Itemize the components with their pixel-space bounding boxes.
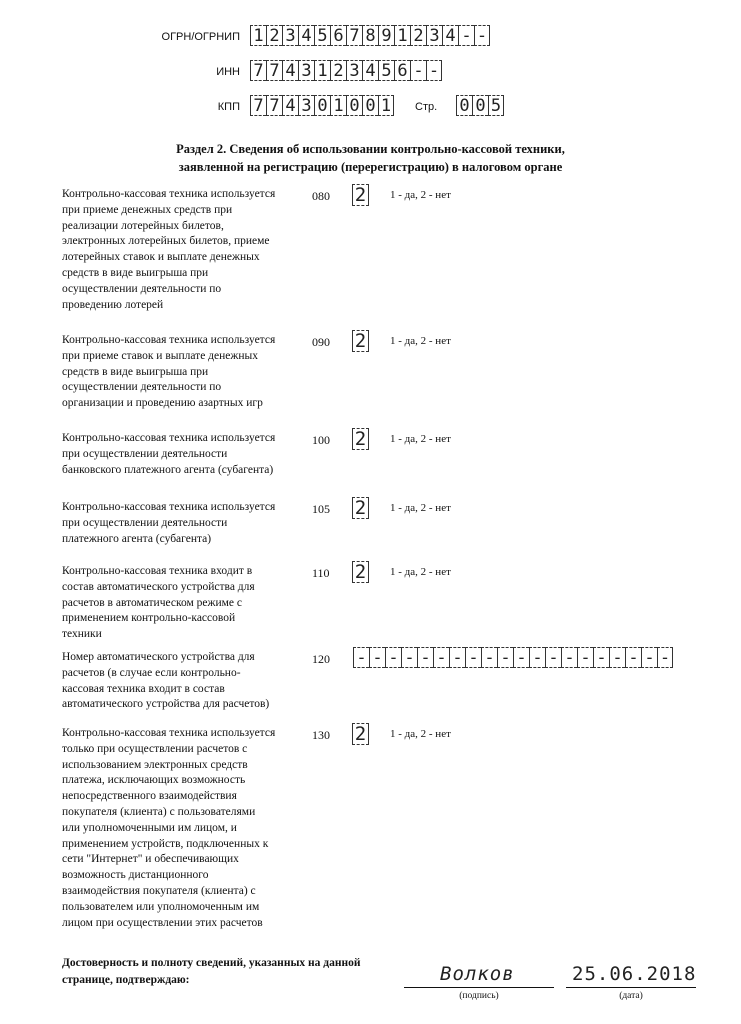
device-number-cell[interactable]: - [641, 647, 657, 668]
inn-cell[interactable]: 7 [250, 60, 266, 81]
kpp-cell[interactable]: 7 [266, 95, 282, 116]
question-text-line: при осуществлении деятельности [62, 516, 228, 529]
device-number-cell[interactable]: - [561, 647, 577, 668]
question-text-line: или уполномоченными им лицом, и [62, 821, 237, 834]
ogrn-cell[interactable]: 9 [378, 25, 394, 46]
question-text-line: расчетов в автоматическом режиме с [62, 596, 242, 609]
question-text-line: автоматического устройства для расчетов) [62, 698, 270, 711]
ogrn-cell[interactable]: 4 [442, 25, 458, 46]
device-number-cell[interactable]: - [385, 647, 401, 668]
kpp-cell[interactable]: 1 [378, 95, 394, 116]
question-text-line: возможность дистанционного [62, 869, 209, 882]
page-label: Стр. [415, 101, 438, 113]
question-text-line: при приеме ставок и выплате денежных [62, 349, 258, 362]
ogrn-cell[interactable]: 1 [250, 25, 266, 46]
device-number-cell[interactable]: - [433, 647, 449, 668]
kpp-cell[interactable]: 3 [298, 95, 314, 116]
inn-cell[interactable]: - [410, 60, 426, 81]
answer-hint: 1 - да, 2 - нет [390, 189, 451, 201]
question-text-line: Контрольно-кассовая техника используется [62, 501, 276, 513]
device-number-cell[interactable]: - [529, 647, 545, 668]
question-text-line: средств в виде выигрыша при [62, 266, 209, 279]
answer-hint: 1 - да, 2 - нет [390, 566, 451, 578]
answer-cell[interactable]: 2 [352, 330, 369, 352]
device-number-cell[interactable]: - [593, 647, 609, 668]
kpp-cell[interactable]: 0 [362, 95, 378, 116]
confirmation-text [62, 955, 382, 989]
inn-cell[interactable]: - [426, 60, 442, 81]
line-code: 120 [312, 652, 330, 666]
question-text-line: техники [62, 628, 102, 641]
inn-cell[interactable]: 4 [362, 60, 378, 81]
device-number-cell[interactable]: - [545, 647, 561, 668]
device-number-cell[interactable]: - [401, 647, 417, 668]
question-text-line: организации и проведению азартных игр [62, 397, 263, 410]
question-text [62, 431, 292, 478]
kpp-cell[interactable]: 0 [346, 95, 362, 116]
inn-cell[interactable]: 2 [330, 60, 346, 81]
kpp-cell[interactable]: 4 [282, 95, 298, 116]
question-text-line: сети "Интернет" и обеспечивающих [62, 853, 239, 866]
answer-field[interactable] [352, 723, 369, 745]
question-text-line: платежного агента (субагента) [62, 532, 212, 545]
question-text-line: состав автоматического устройства для [62, 580, 255, 593]
device-number-cell[interactable]: - [513, 647, 529, 668]
answer-field[interactable] [352, 497, 369, 519]
ogrn-cell[interactable]: 5 [314, 25, 330, 46]
question-text [62, 187, 292, 313]
device-number-cell[interactable]: - [449, 647, 465, 668]
page-cell[interactable]: 5 [488, 95, 504, 116]
question-text-line: проведению лотерей [62, 298, 164, 311]
confirmation-line2: странице, подтверждаю: [62, 974, 190, 986]
question-text-line: кассовая техника входит в состав [62, 682, 225, 695]
question-text [62, 564, 292, 643]
device-number-cell[interactable]: - [481, 647, 497, 668]
ogrn-cell[interactable]: 8 [362, 25, 378, 46]
answer-hint: 1 - да, 2 - нет [390, 502, 451, 514]
inn-field[interactable] [250, 60, 442, 81]
answer-field[interactable] [352, 330, 369, 352]
ogrn-cell[interactable]: 4 [298, 25, 314, 46]
answer-field[interactable] [352, 184, 369, 206]
device-number-cell[interactable]: - [353, 647, 369, 668]
device-number-cell[interactable]: - [369, 647, 385, 668]
signature-line [404, 987, 554, 988]
question-text-line: Контрольно-кассовая техника используется [62, 334, 276, 346]
question-text-line: осуществлении деятельности по [62, 381, 222, 394]
inn-cell[interactable]: 5 [378, 60, 394, 81]
ogrn-cell[interactable]: - [458, 25, 474, 46]
section-title [0, 140, 741, 176]
device-number-cell[interactable]: - [625, 647, 641, 668]
question-text-line: осуществлении деятельности по [62, 282, 222, 295]
answer-hint: 1 - да, 2 - нет [390, 728, 451, 740]
kpp-field[interactable] [250, 95, 394, 116]
ogrn-cell[interactable]: 3 [426, 25, 442, 46]
question-text-line: покупателя (клиента) с пользователями [62, 805, 256, 818]
line-code: 110 [312, 566, 330, 580]
device-number-cell[interactable]: - [577, 647, 593, 668]
date-line [566, 987, 696, 988]
question-text-line: при приеме денежных средств при [62, 203, 233, 216]
question-text-line: применением устройств, подключенных к [62, 837, 269, 850]
kpp-cell[interactable]: 7 [250, 95, 266, 116]
question-text-line: лотерейных ставок и выплате денежных [62, 251, 260, 264]
inn-cell[interactable]: 3 [298, 60, 314, 81]
question-text-line: Контрольно-кассовая техника входит в [62, 565, 253, 577]
answer-field[interactable] [352, 428, 369, 450]
question-text-line: при осуществлении деятельности [62, 447, 228, 460]
question-text-line: электронных лотерейных билетов, приеме [62, 235, 270, 248]
device-number-cell[interactable]: - [465, 647, 481, 668]
inn-cell[interactable]: 3 [346, 60, 362, 81]
question-text-line: пользователем или уполномоченным им [62, 900, 260, 913]
page-cell[interactable]: 0 [456, 95, 472, 116]
inn-cell[interactable]: 1 [314, 60, 330, 81]
answer-cell[interactable]: 2 [352, 428, 369, 450]
answer-cell[interactable]: 2 [352, 184, 369, 206]
question-text-line: только при осуществлении расчетов с [62, 742, 248, 755]
line-code: 100 [312, 433, 330, 447]
question-text-line: платежа, исключающих возможность [62, 774, 246, 787]
answer-field[interactable] [352, 561, 369, 583]
device-number-cell[interactable]: - [609, 647, 625, 668]
question-text-line: Контрольно-кассовая техника используется [62, 188, 276, 200]
ogrn-cell[interactable]: 2 [410, 25, 426, 46]
answer-cell[interactable]: 2 [352, 561, 369, 583]
question-text-line: непосредственного взаимодействия [62, 790, 237, 803]
answer-cell[interactable]: 2 [352, 497, 369, 519]
question-text-line: реализации лотерейных билетов, [62, 219, 224, 232]
date-caption: (дата) [619, 991, 643, 1001]
page-number-field[interactable] [456, 95, 504, 116]
question-text-line: лицом при осуществлении этих расчетов [62, 916, 263, 929]
inn-cell[interactable]: 6 [394, 60, 410, 81]
ogrn-field[interactable] [250, 25, 490, 46]
confirmation-line1: Достоверность и полноту сведений, указанных на данной [62, 957, 361, 969]
answer-hint: 1 - да, 2 - нет [390, 433, 451, 445]
device-number-cell[interactable]: - [657, 647, 673, 668]
line-code: 080 [312, 189, 330, 203]
ogrn-label: ОГРН/ОГРНИП [161, 31, 240, 43]
device-number-cell[interactable]: - [497, 647, 513, 668]
question-text-line: Контрольно-кассовая техника используется [62, 727, 276, 739]
section-title-line1: Раздел 2. Сведения об использовании контрольно-кассовой техники, [176, 142, 565, 156]
line-code: 105 [312, 502, 330, 516]
question-text-line: взаимодействия покупателя (клиента) с [62, 884, 256, 897]
kpp-cell[interactable]: 0 [314, 95, 330, 116]
ogrn-cell[interactable]: 1 [394, 25, 410, 46]
ogrn-cell[interactable]: 7 [346, 25, 362, 46]
kpp-cell[interactable]: 1 [330, 95, 346, 116]
question-text-line: банковского платежного агента (субагента) [62, 463, 274, 476]
question-text-line: использованием электронных средств [62, 758, 248, 771]
question-text [62, 650, 292, 713]
date-value[interactable]: 25.06.2018 [572, 963, 697, 985]
question-text [62, 726, 292, 931]
question-text-line: применением контрольно-кассовой [62, 612, 236, 625]
question-text-line: расчетов (в случае если контрольно- [62, 666, 241, 679]
device-number-field[interactable] [353, 647, 673, 668]
question-text-line: Номер автоматического устройства для [62, 651, 255, 663]
ogrn-cell[interactable]: 6 [330, 25, 346, 46]
question-text-line: Контрольно-кассовая техника используется [62, 432, 276, 444]
question-text [62, 500, 292, 547]
section-title-line2: заявленной на регистрацию (перерегистрацию) в налоговом органе [178, 160, 563, 174]
answer-cell[interactable]: 2 [352, 723, 369, 745]
inn-cell[interactable]: 7 [266, 60, 282, 81]
inn-label: ИНН [216, 66, 240, 78]
device-number-cell[interactable]: - [417, 647, 433, 668]
inn-cell[interactable]: 4 [282, 60, 298, 81]
page-cell[interactable]: 0 [472, 95, 488, 116]
ogrn-cell[interactable]: 2 [266, 25, 282, 46]
line-code: 090 [312, 335, 330, 349]
question-text [62, 333, 292, 412]
answer-hint: 1 - да, 2 - нет [390, 335, 451, 347]
signature[interactable]: Волков [440, 963, 515, 985]
ogrn-cell[interactable]: - [474, 25, 490, 46]
kpp-label: КПП [217, 101, 240, 113]
question-text-line: средств в виде выигрыша при [62, 365, 209, 378]
signature-caption: (подпись) [459, 991, 499, 1001]
line-code: 130 [312, 728, 330, 742]
ogrn-cell[interactable]: 3 [282, 25, 298, 46]
